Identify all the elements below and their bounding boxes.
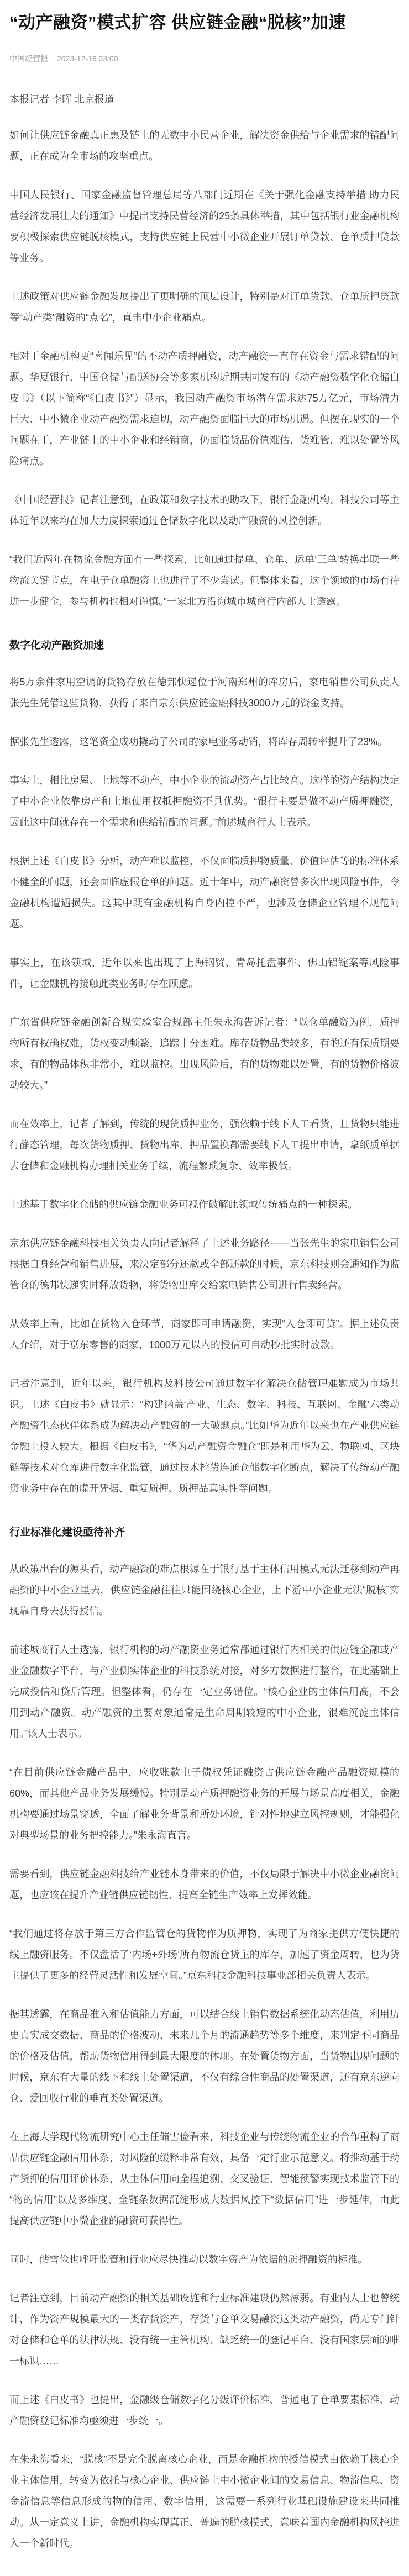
article-paragraph: 而上述《白皮书》也提出，金融级仓储数字化分级评价标准、普通电子仓单要素标准、动产融资登记标准均亟须进一步统一。: [9, 2394, 400, 2426]
article-paragraph: 上述基于数字化仓储的供应链金融业务可视作破解此领域传统痛点的一种探索。: [9, 1199, 358, 1210]
article-paragraph: 据张先生透露，这笔资金成功撬动了公司的家电业务动销，将库存周转率提升了23%。: [9, 736, 388, 747]
article-paragraph: 《中国经营报》记者注意到，在政策和数字技术的助攻下，银行金融机构、科技公司等主体近年以来均在加大力度探索通过仓储数字化以及动产融资的风控创新。: [9, 494, 400, 526]
article-paragraph: 从政策出台的源头看，动产融资的难点根源在于银行基于主体信用模式无法迁移到动产再融资的中小企业里去，供应链金融往往只能围绕核心企业，上下游中小企业无法“脱核”实现靠自身去获得授信。: [9, 1564, 400, 1617]
article-paragraph: 如何让供应链金融真正惠及链上的无数中小民营企业，解决资金供给与企业需求的错配问题，正在成为全市场的攻坚重点。: [9, 130, 400, 162]
article-body: [9, 125, 400, 2554]
article-source: 中国经营报: [9, 54, 48, 63]
article-paragraph: 中国人民银行、国家金融监督管理总局等八部门近期在《关于强化金融支持举措 助力民营经济发展壮大的通知》中提出支持民营经济的25条具体举措，其中包括银行业金融机构要积极探索供应链脱核模式，支持供应链上民营中小微企业开展订单贷款、仓单质押贷款等业务。: [9, 189, 400, 263]
byline: 本报记者 李晖 北京报道: [9, 94, 115, 105]
article-paragraph: 京东供应链金融科技相关负责人向记者解释了上述业务路径——当张先生的家电销售公司根据自身经营和销售进展，来决定部分还款或全部还款的时候，京东科技则会通知作为监管仓的德邦快递实时释放货物，将货物出库交给家电销售公司进行售卖经营。: [9, 1238, 400, 1291]
article-paragraph: 同时，储雪俭也呼吁监管和行业应尽快推动以数字资产为依据的质押融资的标准。: [9, 2254, 368, 2265]
article-paragraph: 在朱永海看来，“脱核”不是完全脱离核心企业，而是金融机构的授信模式由依赖于核心企业主体信用，转变为依托与核心企业、供应链上中小微企业间的交易信息、物流信息、资金流信息等信息形成的物的信用、数字信用，这需要一系列行业基础设施建设来共同推动。从一定意义上讲，金融机构实现真正、普遍的脱核模式，意味着国内金融机构风控进入一个新时代。: [9, 2454, 400, 2549]
article-paragraph: “我们近两年在物流金融方面有一些探索，比如通过提单、仓单、运单‘三单’转换串联一些物流关键节点，在电子仓单融资上也进行了不少尝试。但整体来看，这个领域的市场有待进一步健全，参与机构也相对谨慎。”一家北方沿海城市城商行内部人士透露。: [9, 554, 400, 607]
article-paragraph: 广东省供应链金融创新合规实验室合规部主任朱永海告诉记者：“以仓单融资为例，质押物所有权确权难，货权变动频繁，追踪十分困难。库存货物品类较多，有的还有保质期要求，有的物品体积非常小，难以监控。出现风险后，有的货物难以处置，有的货物价格波动较大。”: [9, 1017, 400, 1091]
article-paragraph: 需要看到，供应链金融科技给产业链本身带来的价值，不仅局限于解决中小微企业融资问题，也应该在提升产业链供应链韧性、提高全链生产效率上发挥效能。: [9, 1868, 400, 1901]
article-paragraph: 记者注意到，近年以来，银行机构及科技公司通过数字化解决仓储管理难题成为市场共识。上述《白皮书》就显示：“构建涵盖‘产业、生态、数字、科技、互联网、金融’六类动产融资生态伙伴体系成为解决动产融资的一大破题点。”比如华为近年以来也在产业供应链金融上投入较大。根据《白皮书》，“华为动产融资金融仓”即是利用华为云、物联网、区块链等技术对仓库进行数字化监管，通过技术控货连通仓储数字化断点，解决了传统动产融资业务中存在的虚开凭据、重复质押、质押品真实性等问题。: [9, 1378, 400, 1494]
section-heading: 数字化动产融资加速: [9, 640, 104, 651]
article-paragraph: “在目前供应链金融产品中，应收账款电子债权凭证融资占供应链金融产品融资规模的60%，而其他产品业务发展缓慢。特别是动产质押融资业务的开展与场景高度相关，金融机构要通过场景穿透，全面了解业务背景和所处环境，针对性地建立风控规则，才能强化对典型场景的业务把控能力。”朱永海直言。: [9, 1767, 400, 1841]
article-paragraph: 前述城商行人士透露，银行机构的动产融资业务通常都通过银行内相关的供应链金融或产业金融数字平台，与产业侧实体企业的科技系统对接，对多方数据进行整合，在此基础上完成授信和贷后管理。但整体看，仍存在一定业务错位。“核心企业的主体信用高，不会用到动产融资。动产融资的主要对象通常是生命周期较短的中小企业，很难沉淀主体信用。”该人士表示。: [9, 1644, 400, 1739]
article-paragraph: 而在效率上，记者了解到，传统的现货质押业务，强依赖于线下人工看货，且货物只能进行静态管理，每次货物质押、货物出库、押品置换都需要线下人工提出申请，拿纸质单据去仓储和金融机构办理相关业务手续，流程繁琐复杂、效率极低。: [9, 1118, 400, 1171]
article-paragraph: 据其透露，在商品准入和估值能力方面，可以结合线上销售数据系统化动态估值，利用历史真实成交数据、商品的价格波动、未来几个月的流通趋势等多个维度，来判定不同商品的价格及估值，帮助货物信用得到最大限度的体现。在处置货物方面，当货物出现问题的时候，京东有大量的线下和线上处置渠道，不仅有综合性商品的处置渠道，还有京东逆向仓、爱回收行业的垂直类处置渠道。: [9, 2009, 400, 2104]
article-paragraph: 相对于金融机构更“喜闻乐见”的不动产质押融资，动产融资一直存在资金与需求错配的问题。华夏银行、中国仓储与配送协会等多家机构近期共同发布的《动产融资数字化仓储白皮书》（以下简称“《白皮书》”）显示，我国动产融资市场潜在需求达75万亿元，市场潜力巨大、中小微企业动产融资需求迫切，动产融资面临巨大的市场机遇。但摆在现实的一个问题在于，产业链上的中小企业和经销商，仍面临货品价值难估、货难管、难以处置等风险痛点。: [9, 351, 400, 467]
publish-time: 2023-12-16 03:00: [57, 54, 118, 63]
article-paragraph: 在上海大学现代物流研究中心主任储雪俭看来，科技企业与传统物流企业的合作重构了商品供应链金融信用体系，对风险的缓释非常有效，具备一定行业示范意义。将推动基于动产货押的信用评价体系，从主体信用向全程追溯、交叉验证、智能预警实现技术监管下的“物的信用”以及多维度、全链条数据沉淀形成大数据风控下“数据信用”进一步延伸，由此提高供应链中小微企业的融资可获得性。: [9, 2131, 400, 2226]
section-heading: 行业标准化建设亟待补齐: [9, 1527, 125, 1538]
article-meta: [9, 53, 400, 64]
article-paragraph: 事实上，相比房屋、土地等不动产，中小企业的流动资产占比较高。这样的资产结构决定了中小企业依靠房产和土地使用权抵押融资不具优势。“银行主要是做不动产质押融资，因此这中间就存在一个需求和供给错配的问题。”前述城商行人士表示。: [9, 775, 400, 828]
article-paragraph: 从效率上看，比如在货物入仓环节，商家即可申请融资，实现“入仓即可贷”。据上述负责人介绍，对于京东零售的商家，1000万元以内的授信可自动秒批实时放款。: [9, 1318, 400, 1350]
page-title: “动产融资”模式扩容 供应链金融“脱核”加速: [9, 13, 346, 32]
article-paragraph: 事实上，在该领域，近年以来也出现了上海钢贸、青岛托盘事件、佛山铝锭案等风险事件，让金融机构接触此类业务时存在顾虑。: [9, 957, 400, 989]
article-paragraph: 根据上述《白皮书》分析，动产难以监控，不仅面临质押物质量、价值评估等的标准体系不健全的问题，还会面临虚假仓单的问题。近十年中，动产融资曾多次出现风险事件，令金融机构遭遇损失。这其中既有金融机构自身内控不严，也涉及仓储企业管理不规范问题。: [9, 856, 400, 930]
article-paragraph: 上述政策对供应链金融发展提出了更明确的顶层设计，特别是对订单货款、仓单质押贷款等“动产类”融资的“点名”，直击中小企业痛点。: [9, 291, 400, 323]
article-paragraph: “我们通过将存放于第三方合作监管仓的货物作为质押物，实现了为商家提供方便快捷的线上融资服务。不仅盘活了‘内场+外场’所有物流仓货主的库存，加速了资金周转，也为货主提供了更多的经营灵活性和发展空间。”京东科技金融科技事业部相关负责人表示。: [9, 1928, 400, 1981]
article-paragraph: 记者注意到，目前动产融资的相关基础设施和行业标准建设仍然薄弱。有业内人士也曾统计，作为资产规模最大的一类存货资产，存货与仓单交易融资这类动产融资，尚无专门针对仓储和仓单的法律法规、没有统一主管机构、缺乏统一的登记平台、没有国家层面的唯一标识……: [9, 2293, 400, 2367]
article-paragraph: 将5万余件家用空调的货物存放在德邦快递位于河南郑州的库房后，家电销售公司负责人张先生凭借这些货物，获得了来自京东供应链金融科技3000万元的资金支持。: [9, 677, 400, 709]
